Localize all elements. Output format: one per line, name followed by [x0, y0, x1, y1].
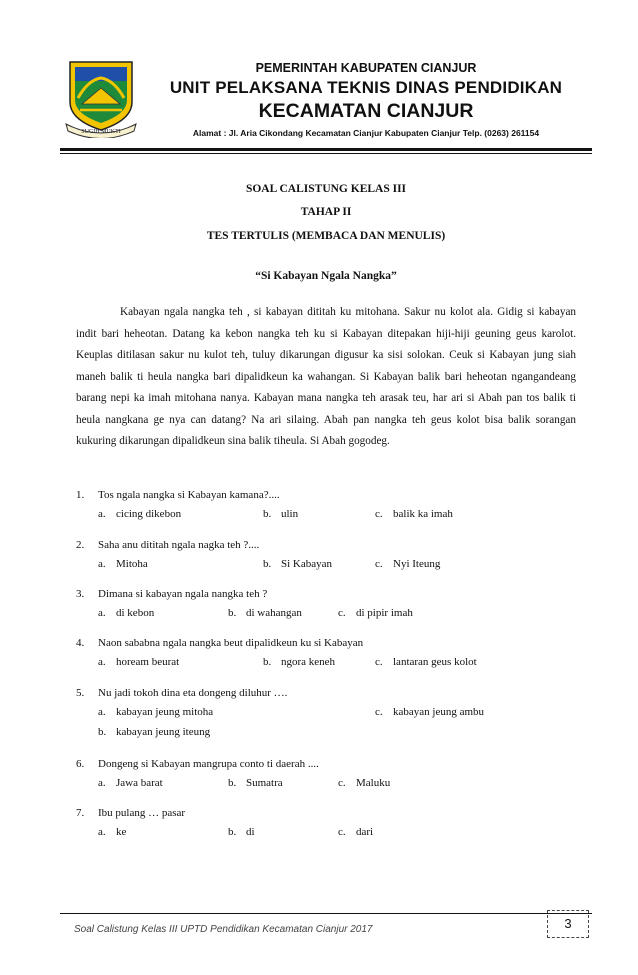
option-a: a. cicing dikebon	[98, 508, 182, 520]
option-c: c. Nyi Iteung	[375, 558, 441, 570]
option-c: c. balik ka imah	[375, 508, 453, 520]
question-text: Dongeng si Kabayan mangrupa conto ti daerah ....	[98, 758, 319, 770]
header-rule-thin	[60, 153, 592, 154]
question-text: Tos ngala nangka si Kabayan kamana?....	[98, 489, 280, 501]
option-b: b. ngora keneh	[263, 656, 336, 668]
header-government: PEMERINTAH KABUPATEN CIANJUR	[255, 61, 477, 75]
option-c: c. kabayan jeung ambu	[375, 706, 485, 718]
question-number: 4.	[76, 637, 85, 649]
logo-motto: SUGIH MUKTI	[81, 129, 121, 135]
option-c: c. di pipir imah	[338, 607, 413, 619]
footer-rule	[60, 913, 592, 914]
option-a: a. hoream beurat	[98, 656, 180, 668]
option-b: b. di wahangan	[228, 607, 302, 619]
question-text: Dimana si kabayan ngala nangka teh ?	[98, 588, 268, 600]
header-rule-thick	[60, 148, 592, 151]
exam-title: SOAL CALISTUNG KELAS III	[245, 183, 407, 195]
question-number: 1.	[76, 489, 85, 501]
option-b: b. Sumatra	[228, 777, 283, 789]
footer-text: Soal Calistung Kelas III UPTD Pendidikan Kecamatan Cianjur 2017	[74, 924, 373, 935]
cianjur-crest-icon	[64, 58, 138, 138]
question-text: Ibu pulang … pasar	[98, 807, 186, 819]
header-district: KECAMATAN CIANJUR	[258, 100, 474, 122]
header-unit: UNIT PELAKSANA TEKNIS DINAS PENDIDIKAN	[169, 78, 563, 97]
option-b: b. kabayan jeung iteung	[98, 726, 211, 738]
option-c: c. dari	[338, 826, 374, 838]
story-title: “Si Kabayan Ngala Nangka”	[255, 270, 397, 282]
question-text: Nu jadi tokoh dina eta dongeng diluhur ….	[98, 687, 288, 699]
option-c: c. lantaran geus kolot	[375, 656, 477, 668]
option-a: a. di kebon	[98, 607, 155, 619]
question-number: 5.	[76, 687, 85, 699]
option-a: a. Mitoha	[98, 558, 148, 570]
option-c: c. Maluku	[338, 777, 391, 789]
page-number: 3	[547, 910, 589, 938]
option-b: b. Si Kabayan	[263, 558, 333, 570]
exam-stage: TAHAP II	[300, 206, 352, 218]
option-b: b. ulin	[263, 508, 299, 520]
option-a: a. Jawa barat	[98, 777, 163, 789]
header-address: Alamat : Jl. Aria Cikondang Kecamatan Cianjur Kabupaten Cianjur Telp. (0263) 261154	[192, 128, 540, 138]
exam-type: TES TERTULIS (MEMBACA DAN MENULIS)	[206, 230, 446, 242]
question-number: 6.	[76, 758, 85, 770]
question-number: 3.	[76, 588, 85, 600]
option-a: a. kabayan jeung mitoha	[98, 706, 214, 718]
question-number: 2.	[76, 539, 85, 551]
story-paragraph: Kabayan ngala nangka teh , si kabayan dititah ku mitohana. Sakur nu kolot ala. Gidig si kabayan indit bari heheotan. Datang ka kebon nangka teh ku si Kabayan ditepakan hiji-hiji geuning geus karolot. Keuplas ditilasan sakur nu kulot teh, tuluy dikarungan digusur ka sisi solokan. Ceuk si Kabayan jung siah maneh balik ti heula nangka bari dipalidkeun ka wahangan. Si Kabayan balik bari heheotan ngangandeang barang nepi ka imah mitohana nanya. Kabayan mana nangka teh arasak teu, har ari si Abah pan tos balik ti heula nangkana ge nya can datang? Na ari silaing. Abah pan nangka teh geus kolot bisa balik sorangan kukuring dikarungan dipalidkeun sina balik tiheula. Si Abah gogodeg.	[76, 306, 576, 447]
question-number: 7.	[76, 807, 85, 819]
question-text: Saha anu dititah ngala nagka teh ?....	[98, 539, 260, 551]
option-b: b. di	[228, 826, 255, 838]
question-text: Naon sababna ngala nangka beut dipalidkeun ku si Kabayan	[98, 637, 364, 649]
option-a: a. ke	[98, 826, 127, 838]
